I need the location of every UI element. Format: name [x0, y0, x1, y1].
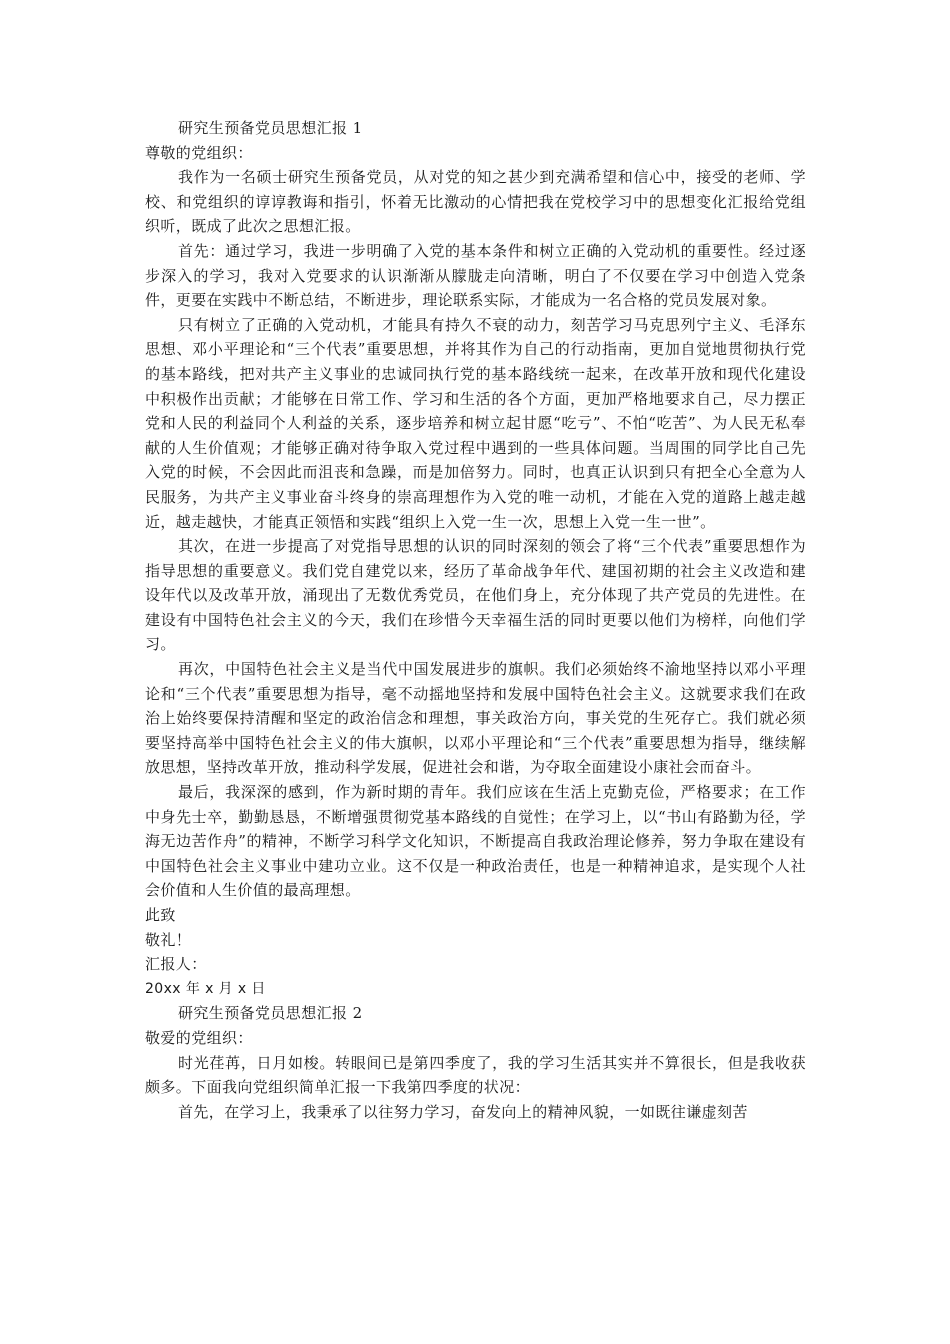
report-1-closing-regards: 此致 [145, 906, 176, 924]
report-2-salutation: 敬爱的党组织： [145, 1028, 253, 1047]
report-1-closing-salute: 敬礼！ [145, 930, 192, 949]
report-1-paragraph-5: 再次，中国特色社会主义是当代中国发展进步的旗帜。我们必须始终不渝地坚持以邓小平理论和“三个代表”重要思想为指导，毫不动摇地坚持和发展中国特色社会主义。这就要求我们在政治上始终要保持清醒和坚定的政治信念和理想，事关政治方向，事关党的生死存亡。我们就必须要坚持高举中国特色社会主义的伟大旗帜，以邓小平理论和“三个代表”重要思想为指导，继续解放思想，坚持改革开放，推动科学发展，促进社会和谐，为夺取全面建设小康社会而奋斗。 [145, 660, 806, 777]
report-1-title: 研究生预备党员思想汇报 1 [178, 119, 363, 137]
report-2-title: 研究生预备党员思想汇报 2 [178, 1004, 363, 1023]
report-2-paragraph-1: 时光荏苒，日月如梭。转眼间已是第四季度了，我的学习生活其实并不算很长，但是我收获颇多。下面我向党组织简单汇报一下我第四季度的状况： [145, 1053, 806, 1097]
document-body [145, 116, 806, 1124]
report-1-paragraph-2: 首先：通过学习，我进一步明确了入党的基本条件和树立正确的入党动机的重要性。经过逐步深入的学习，我对入党要求的认识渐渐从朦胧走向清晰，明白了不仅要在学习中创造入党条件，更要在实践中不断总结，不断进步，理论联系实际，才能成为一名合格的党员发展对象。 [145, 241, 806, 310]
report-1-paragraph-4: 其次，在进一步提高了对党指导思想的认识的同时深刻的领会了将“三个代表”重要思想作为指导思想的重要意义。我们党自建党以来，经历了革命战争年代、建国初期的社会主义改造和建设年代以及改革开放，涌现出了无数优秀党员，在他们身上，充分体现了共产党员的先进性。在建设有中国特色社会主义的今天，我们在珍惜今天幸福生活的同时更要以他们为榜样，向他们学习。 [145, 537, 806, 654]
report-1-paragraph-6: 最后，我深深的感到，作为新时期的青年。我们应该在生活上克勤克俭，严格要求；在工作中身先士卒，勤勤恳恳，不断增强贯彻党基本路线的自觉性；在学习上，以“书山有路勤为径，学海无边苦作舟”的精神，不断学习科学文化知识，不断提高自我政治理论修养，努力争取在建设有中国特色社会主义事业中建功立业。这不仅是一种政治责任，也是一种精神追求，是实现个人社会价值和人生价值的最高理想。 [145, 783, 806, 900]
report-1-paragraph-1: 我作为一名硕士研究生预备党员，从对党的知之甚少到充满希望和信心中，接受的老师、学校、和党组织的谆谆教诲和指引，怀着无比激动的心情把我在党校学习中的思想变化汇报给党组织听，既成了此次之思想汇报。 [145, 168, 806, 236]
report-1-salutation: 尊敬的党组织： [145, 143, 253, 162]
report-1-paragraph-3: 只有树立了正确的入党动机，才能具有持久不衰的动力，刻苦学习马克思列宁主义、毛泽东思想、邓小平理论和“三个代表”重要思想，并将其作为自己的行动指南，更加自觉地贯彻执行党的基本路线，把对共产主义事业的忠诚同执行党的基本路线统一起来，在改革开放和现代化建设中积极作出贡献；才能够在日常工作、学习和生活的各个方面，更加严格地要求自己，尽力摆正党和人民的利益同个人利益的关系，逐步培养和树立起甘愿“吃亏”、不怕“吃苦”、为人民无私奉献的人生价值观；才能够正确对待争取入党过程中遇到的一些具体问题。当周围的同学比自己先入党的时候，不会因此而沮丧和急躁，而是加倍努力。同时，也真正认识到只有把全心全意为人民服务，为共产主义事业奋斗终身的崇高理想作为入党的唯一动机，才能在入党的道路上越走越近，越走越快，才能真正领悟和实践“组织上入党一生一次，思想上入党一生一世”。 [145, 315, 806, 531]
report-2-paragraph-2: 首先，在学习上，我秉承了以往努力学习，奋发向上的精神风貌，一如既往谦虚刻苦 [178, 1102, 748, 1121]
report-1-reporter: 汇报人： [145, 955, 207, 974]
report-1-date: 20xx 年 x 月 x 日 [145, 980, 266, 997]
